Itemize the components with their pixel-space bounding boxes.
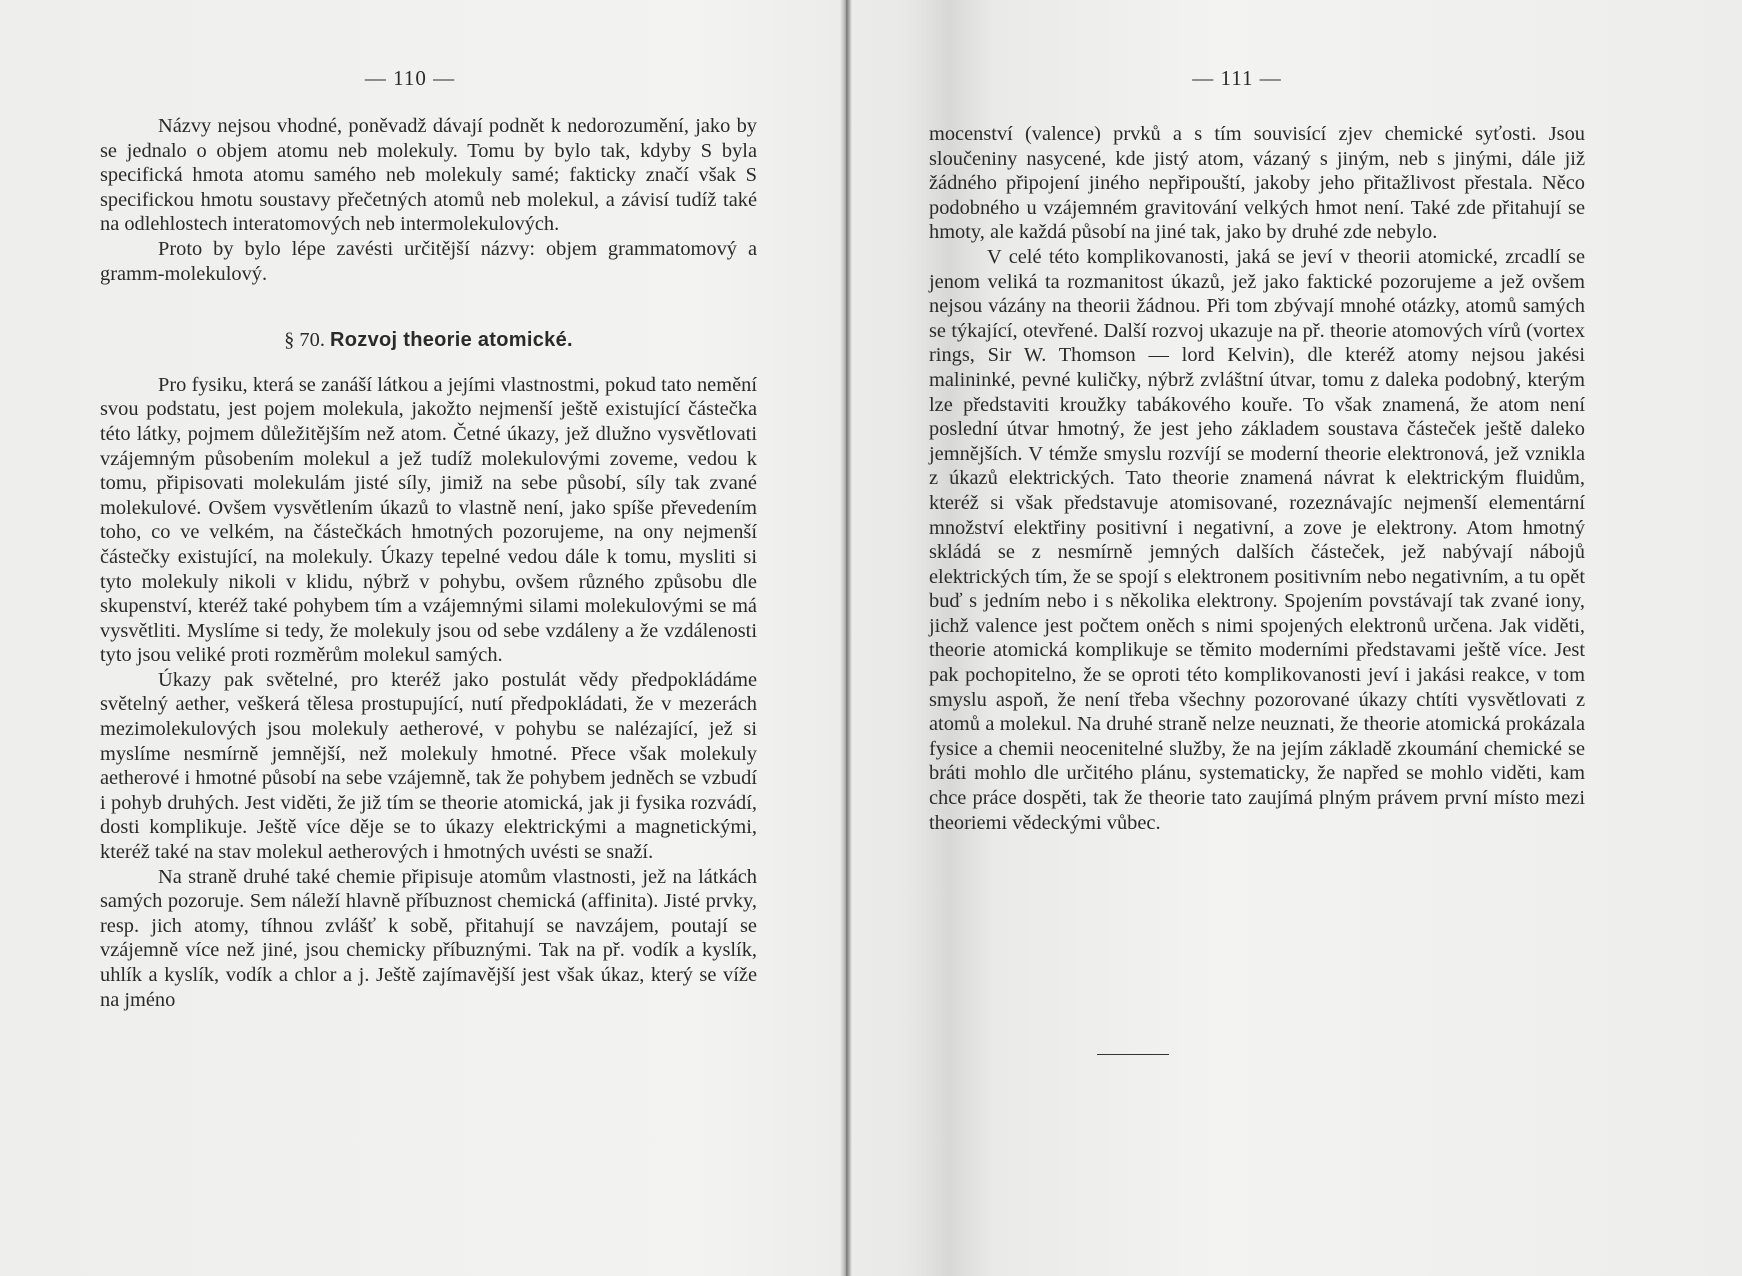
paragraph: Názvy nejsou vhodné, poněvadž dávají podnět k nedorozumění, jako by se jednalo o objem atomu neb molekuly. Tomu by bylo tak, kdyby S byla specifická hmota atomu samého neb molekuly samé; fakticky značí však S specifickou hmotu soustavy přečetných atomů neb molekul, a závisí tudíž také na odlehlostech interatomových neb intermolekulových. <box>100 115 757 236</box>
paragraph: Na straně druhé také chemie připisuje atomům vlastnosti, jež na látkách samých pozoruje. Sem náleží hlavně příbuznost chemická (affinita). Jisté prvky, resp. jich atomy, tíhnou zvlášť k sobě, přitahují se navzájem, poutají se vzájemně více než jiné, jsou chemicky příbuznými. Tak na př. vodík a kyslík, uhlík a kyslík, vodík a chlor a j. Ještě zajímavější jest však úkaz, který se víže na jméno <box>100 865 757 1011</box>
paragraph: Pro fysiku, která se zanáší látkou a jejími vlastnostmi, pokud tato nemění svou podstatu, jest pojem molekula, jakožto nejmenší ještě existující částečka této látky, pojmem důležitějším než atom. Četné úkazy, jež dlužno vysvětlovati vzájemným působením molekul a jež tudíž molekulovými zoveme, vedou k tomu, připisovati molekulám jisté síly, jimiž na sebe působí, síly tak zvané molekulové. Ovšem vysvětlením úkazů to vlastně není, jako spíše převedením toho, co ve velkém, na částečkách hmotných pozorujeme, na ony nejmenší částečky existující, na molekuly. Úkazy tepelné vedou dále k tomu, mysliti si tyto molekuly nikoli v klidu, nýbrž v pohybu, ovšem různého způsobu dle skupenství, kteréž také pohybem tím a vzájemnými silami molekulovými se má vysvětliti. Myslíme si tedy, že molekuly jsou od sebe vzdáleny a že vzdálenosti tyto jsou veliké proti rozměrům molekul samých. <box>100 373 757 667</box>
end-rule <box>1097 1054 1169 1055</box>
paragraph: mocenství (valence) prvků a s tím souvisící zjev chemické syťosti. Jsou sloučeniny nasycené, kde jistý atom, vázaný s jiným, neb s jinými, dále již žádného připojení jiného nepřipouští, jakoby jeho přitažlivost přestala. Něco podobného u vzájemném gravitování velkých hmot není. Také zde přitahují se hmoty, ale každá působí na jiné tak, jako by druhé zde nebylo. <box>929 123 1585 244</box>
section-title: Rozvoj theorie atomické. <box>330 329 573 352</box>
page-111 <box>852 0 1742 1276</box>
paragraph: Proto by bylo lépe zavésti určitější názvy: objem grammatomový a gramm-molekulový. <box>100 237 757 285</box>
page-111-text <box>929 122 1585 835</box>
page-110 <box>0 0 840 1276</box>
page-number-110: — 110 — <box>364 66 456 90</box>
paragraph: V celé této komplikovanosti, jaká se jeví v theorii atomické, zrcadlí se jenom veliká ta rozmanitost úkazů, jež jako faktické pozorujeme a jež ovšem nejsou vázány na theorii žádnou. Při tom zbývají mnohé otázky, atomů samých se týkající, otevřené. Další rozvoj ukazuje na př. theorie atomových vírů (vortex rings, Sir W. Thomson — lord Kelvin), dle kteréž atomy nejsou jakési malininké, pevné kuličky, nýbrž zvláštní útvar, tomu z daleka podobný, kterým lze představiti kroužky tabákového kouře. To však znamená, že atom není poslední útvar hmotný, že jest jeho základem soustava částeček ještě daleko jemnějších. V témže smyslu rozvíjí se moderní theorie elektronová, jež vznikla z úkazů elektrických. Tato theorie znamená návrat k elektrickým fluidům, kteréž si však představuje atomisované, rozeznávajíc nejmenší elementární množství elektřiny positivní i negativní, a zove je elektrony. Atom hmotný skládá se z nesmírně jemných dalších částeček, jež nabývají nábojů elektrických tím, že se spojí s elektronem positivním nebo negativním, a tu opět buď s jedním nebo i s několika elektrony. Spojením povstávají tak zvané iony, jichž valence jest počtem oněch s nimi spojených elektronů určena. Jak viděti, theorie atomická komplikuje se těmito moderními představami ještě více. Jest pak pochopitelno, že se oproti této komplikovanosti jeví i jakási reakce, v tom smyslu aspoň, že není třeba všechny pozorované úkazy chtíti vysvětlovati z atomů a molekul. Na druhé straně nelze neuznati, že theorie atomická prokázala fysice a chemii neocenitelné služby, že na jejím základě zkoumání chemické se bráti mohlo dle určitého plánu, systematicky, že napřed se mohlo viděti, kam chce práce dospěti, tak že theorie tato zaujímá plným právem první místo mezi theoriemi vědeckými vůbec. <box>929 245 1585 834</box>
page-number-111: — 111 — <box>1192 66 1282 90</box>
paragraph: Úkazy pak světelné, pro kteréž jako postulát vědy předpokládáme světelný aether, veškerá tělesa prostupující, nutí předpokládati, že v mezerách mezimolekulových jsou molekuly aetherové, v pohybu se nalézající, jež si myslíme nesmírně jemnější, než molekuly hmotné. Přece však molekuly aetherové i hmotné působí na sebe vzájemně, tak že pohybem jedněch se vzbudí i pohyb druhých. Jest viděti, že již tím se theorie atomická, jak ji fysika rozvádí, dosti komplikuje. Ještě více děje se to úkazy elektrickými a magnetickými, kteréž také na stav molekul aetherových i hmotných uvésti se snaží. <box>100 668 757 864</box>
page-110-text <box>100 114 757 1012</box>
section-heading <box>100 328 757 353</box>
book-gutter <box>840 0 852 1276</box>
section-mark: § 70. <box>284 329 325 352</box>
